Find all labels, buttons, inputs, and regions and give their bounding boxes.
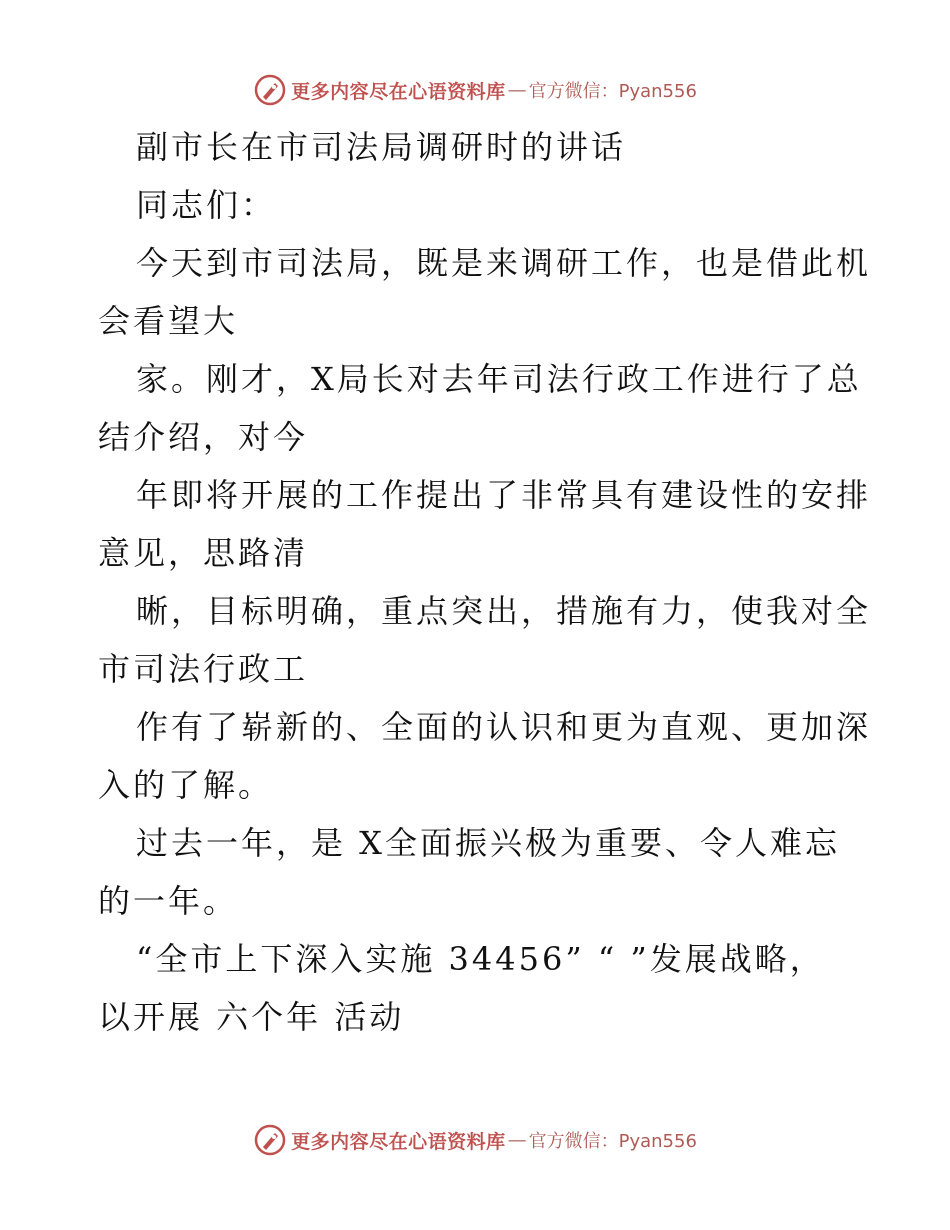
text-line: 家。刚才，X局长对去年司法行政工作进行了总 [136,360,862,398]
banner-text: 更多内容尽在心语资料库 [291,80,506,103]
text-line: 过去一年，是 X全面振兴极为重要、令人难忘 [136,824,840,862]
banner-wechat: 官方微信：Pyan556 [528,81,697,102]
text-line: 今天到市司法局，既是来调研工作，也是借此机 [136,244,872,282]
text-line: 意见，思路清 [98,534,309,572]
pen-nib-logo-icon [253,73,287,107]
text-line: 晰，目标明确，重点突出，措施有力，使我对全 [136,592,872,630]
banner-dash: — [507,79,527,101]
text-line: 会看望大 [98,302,239,340]
document-title: 副市长在市司法局调研时的讲话 [136,128,627,166]
footer-banner [0,1120,950,1160]
header-banner [0,70,950,110]
text-line: 作有了崭新的、全面的认识和更为直观、更加深 [136,708,872,746]
salutation: 同志们： [136,186,277,224]
text-line: “全市上下深入实施 34456” “ ”发展战略， [136,940,825,978]
text-line: 市司法行政工 [98,650,309,688]
banner-dash: — [507,1129,527,1151]
text-line: 的一年。 [98,882,239,920]
banner-wechat: 官方微信：Pyan556 [528,1131,697,1152]
banner-text: 更多内容尽在心语资料库 [291,1130,506,1153]
text-line: 入的了解。 [98,766,274,804]
text-line: 以开展 六个年 活动 [98,998,405,1036]
text-line: 年即将开展的工作提出了非常具有建设性的安排 [136,476,872,514]
pen-nib-logo-icon [253,1123,287,1157]
text-line: 结介绍，对今 [98,418,309,456]
document-body [98,118,872,1046]
